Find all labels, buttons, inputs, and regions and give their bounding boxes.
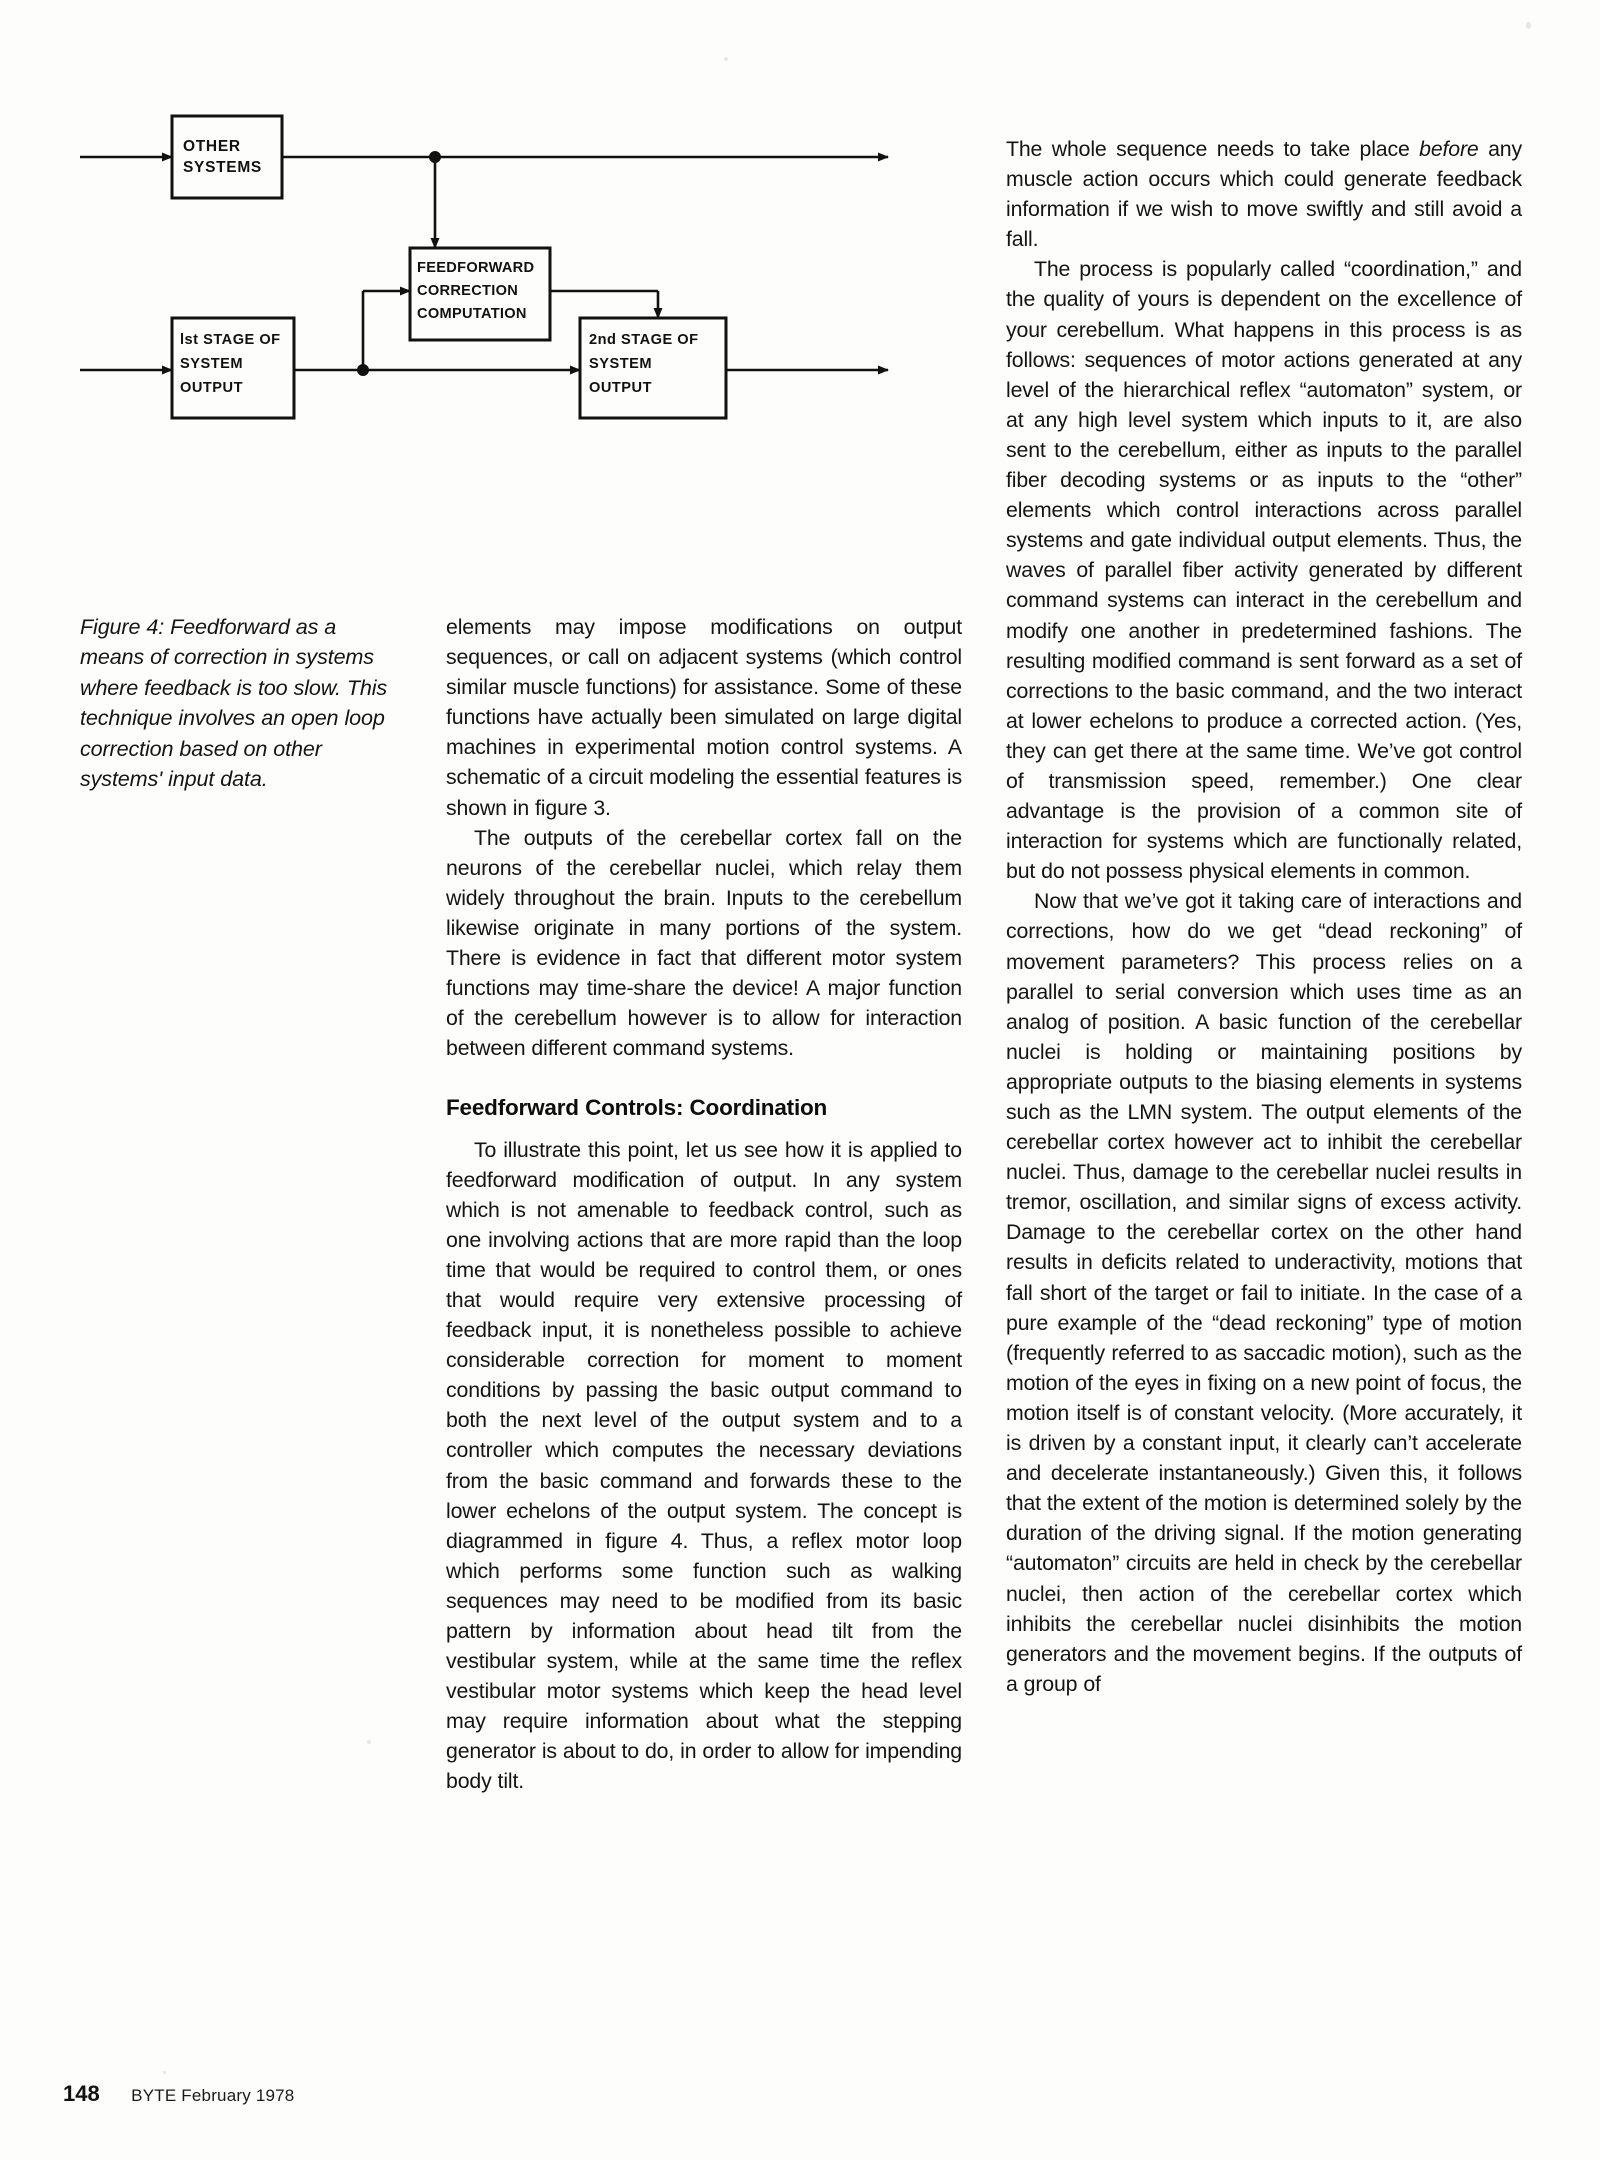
figure-caption-column <box>80 612 392 794</box>
paper-fleck <box>724 57 728 61</box>
page-footer <box>63 2081 663 2115</box>
svg-text:SYSTEMS: SYSTEMS <box>183 159 262 176</box>
svg-text:COMPUTATION: COMPUTATION <box>417 306 527 322</box>
block-diagram-svg <box>80 96 910 496</box>
svg-text:CORRECTION: CORRECTION <box>417 283 519 299</box>
junction-dot-lower <box>357 364 369 376</box>
svg-text:SYSTEM: SYSTEM <box>180 356 244 372</box>
paragraph-text-part: any muscle action occurs which could generate feedback information if we wish to move swiftly and still avoid a fall. <box>1006 137 1522 252</box>
paragraph: The outputs of the cerebellar cortex fall on the neurons of the cerebellar nuclei, which relay them widely throughout the brain. Inputs to the cerebellum likewise originate in many portions of the system. There is evidence in fact that different motor system functions may time-share the device! A major function of the cerebellum however is to allow for interaction between different command systems. <box>446 825 962 1061</box>
paper-fleck <box>163 2071 166 2074</box>
paragraph: To illustrate this point, let us see how it is applied to feedforward modification of output. In any system which is not amenable to feedback control, such as one involving actions that are more rapid than the loop time that would be required to control them, or ones that would require very extensive processing of feedback input, it is nonetheless possible to achieve considerable correction for moment to moment conditions by passing the basic output command to both the next level of the output system and to a controller which computes the necessary deviations from the basic command and forwards these to the lower echelons of the output system. The concept is diagrammed in figure 4. Thus, a reflex motor loop which performs some function such as walking sequences may need to be modified from its basic pattern by information about head tilt from the vestibular system, while at the same time the reflex vestibular motor systems which keep the head level may require information about what the stepping generator is about to do, in order to allow for impending body tilt. <box>446 1137 962 1794</box>
paper-fleck <box>367 1740 371 1744</box>
emphasis-before: before <box>1419 137 1479 161</box>
body-column-right <box>1006 134 1522 1699</box>
section-heading: Feedforward Controls: Coordination <box>446 1095 828 1121</box>
figure-4-block-diagram <box>80 96 910 496</box>
page-number: 148 <box>63 2081 100 2106</box>
svg-text:OUTPUT: OUTPUT <box>180 380 243 396</box>
paper-fleck <box>1526 22 1531 29</box>
box-second-stage-system-output <box>580 318 726 418</box>
svg-text:FEEDFORWARD: FEEDFORWARD <box>417 260 535 276</box>
paragraph: Now that we’ve got it taking care of interactions and corrections, how do we get “dead reckoning” of movement parameters? This process relies on a parallel to serial conversion which uses time as an analog of position. A basic function of the cerebellar nuclei is holding or maintaining positions by appropriate outputs to the biasing elements in systems such as the LMN system. The output elements of the cerebellar cortex however act to inhibit the cerebellar nuclei. Thus, damage to the cerebellar nuclei results in tremor, oscillation, and similar signs of excess activity. Damage to the cerebellar cortex on the other hand results in deficits related to underactivity, motions that fall short of the target or fail to initiate. In the case of a pure example of the “dead reckoning” type of motion (frequently referred to as saccadic motion), such as the motion of the eyes in fixing on a new point of focus, the motion itself is of constant velocity. (More accurately, it is driven by a constant input, it clearly can’t accelerate and decelerate instantaneously.) Given this, it follows that the extent of the motion is determined solely by the duration of the driving signal. If the motion generating “automaton” circuits are held in check by the cerebellar nuclei, then action of the cerebellar cortex which inhibits the cerebellar nuclei disinhibits the motion generators and the movement begins. If the outputs of a group of <box>1006 889 1522 1696</box>
svg-text:SYSTEM: SYSTEM <box>589 356 653 372</box>
paragraph <box>1006 134 1522 254</box>
paragraph-text-part: The whole sequence needs to take place <box>1006 137 1420 161</box>
svg-text:lst STAGE OF: lst STAGE OF <box>180 332 281 348</box>
svg-text:OTHER: OTHER <box>183 138 241 155</box>
box-first-stage-system-output <box>172 318 294 418</box>
svg-text:2nd STAGE OF: 2nd STAGE OF <box>589 332 699 348</box>
paragraph: elements may impose modifications on output sequences, or call on adjacent systems (which control similar muscle functions) for assistance. Some of these functions have actually been simulated on large digital machines in experimental motion control systems. A schematic of a circuit modeling the essential features is shown in figure 3. <box>446 615 962 820</box>
body-column-middle <box>446 612 962 1797</box>
box-other-systems <box>172 116 282 198</box>
box-feedforward-correction-computation <box>410 248 550 340</box>
junction-dot-upper <box>429 151 441 163</box>
figure-4-caption: Figure 4: Feedforward as a means of correction in systems where feedback is too slow. This technique involves an open loop correction based on other systems' input data. <box>80 614 388 792</box>
svg-text:OUTPUT: OUTPUT <box>589 380 652 396</box>
paragraph: The process is popularly called “coordination,” and the quality of yours is dependent on the excellence of your cerebellum. What happens in this process is as follows: sequences of motor actions generated at any level of the hierarchical reflex “automaton” system, or at any high level system which inputs to it, are also sent to the cerebellum, either as inputs to the parallel fiber decoding systems or as inputs to the “other” elements which control interactions across parallel systems and gate individual output elements. Thus, the waves of parallel fiber activity generated by different command systems can interact in the cerebellum and modify one another in predetermined fashions. The resulting modified command is sent forward as a set of corrections to the basic command, and the two interact at lower echelons to produce a corrected action. (Yes, they can get there at the same time. We’ve got control of transmission speed, remember.) One clear advantage is the provision of a common site of interaction for systems which are functionally related, but do not possess physical elements in common. <box>1006 257 1522 884</box>
magazine-imprint: BYTE February 1978 <box>131 2086 295 2105</box>
